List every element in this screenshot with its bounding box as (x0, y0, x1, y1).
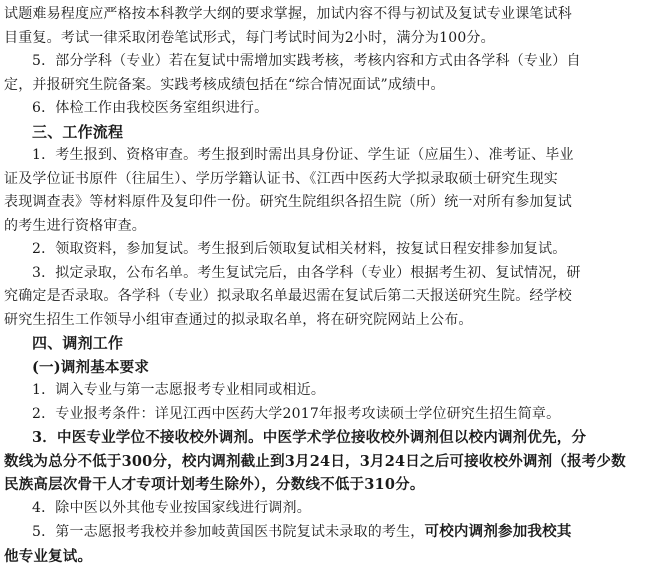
paragraph-line: 目重复。考试一律采取闭卷笔试形式，每门考试时间为2小时，满分为100分。 (4, 29, 495, 46)
paragraph-line: 1．调入专业与第一志愿报考专业相同或相近。 (32, 382, 326, 398)
paragraph-line: 的考生进行资格审查。 (4, 217, 146, 234)
paragraph-line: 证及学位证书原件（往届生）、学历学籍认证书、《江西中医药大学拟录取硕士研究生现实 (4, 170, 558, 187)
paragraph-line-bold: 数线为总分不低于300分，校内调剂截止到3月24日，3月24日之后可接收校外调剂（报考少数 (4, 452, 626, 470)
paragraph-line: 究确定是否录取。各学科（专业）拟录取名单最迟需在复试后第二天报送研究生院。经学校 (4, 288, 572, 304)
paragraph-line-bold: 他专业复试。 (4, 547, 93, 565)
paragraph-line: 定，并报研究生院备案。实践考核成绩包括在“综合情况面试”成绩中。 (4, 76, 445, 93)
paragraph-line-mixed (4, 520, 653, 545)
paragraph-line: 试题难易程度应严格按本科教学大纲的要求掌握，加试内容不得与初试及复试专业课笔试科 (4, 6, 572, 22)
paragraph-text-bold: 可校内调剂参加我校其 (424, 523, 572, 540)
paragraph-line: 表现调查表》等材料原件及复印件一份。研究生院组织各招生院（所）统一对所有参加复试 (4, 194, 572, 210)
paragraph-line: 3．拟定录取，公布名单。考生复试完后，由各学科（专业）根据考生初、复试情况，研 (32, 264, 581, 281)
paragraph-line: 研究生招生工作领导小组审查通过的拟录取名单，将在研究院网站上公布。 (4, 311, 473, 328)
paragraph-text-normal: 5．第一志愿报考我校并参加岐黄国医书院复试未录取的考生， (32, 524, 425, 540)
paragraph-line-bold: 民族高层次骨干人才专项计划考生除外），分数线不低于310分。 (4, 476, 425, 493)
paragraph-line: 1．考生报到、资格审查。考生报到时需出具身份证、学生证（应届生）、准考证、毕业 (32, 147, 574, 163)
paragraph-line: 6．体检工作由我校医务室组织进行。 (32, 100, 269, 116)
paragraph-line: 2．领取资料，参加复试。考生报到后领取复试相关材料，按复试日程安排参加复试。 (32, 241, 567, 257)
paragraph-line: 5．部分学科（专业）若在复试中需增加实践考核，考核内容和方式由各学科（专业）自 (32, 53, 581, 69)
paragraph-line: 4．除中医以外其他专业按国家线进行调剂。 (32, 499, 311, 516)
section-heading: 三、工作流程 (32, 122, 124, 141)
section-heading: 四、调剂工作 (32, 334, 124, 352)
subsection-heading: (一)调剂基本要求 (32, 358, 150, 376)
paragraph-line: 2．专业报考条件：详见江西中医药大学2017年报考攻读硕士学位研究生招生简章。 (32, 405, 561, 422)
paragraph-line-bold: 3．中医专业学位不接收校外调剂。中医学术学位接收校外调剂但以校内调剂优先，分 (32, 429, 587, 446)
